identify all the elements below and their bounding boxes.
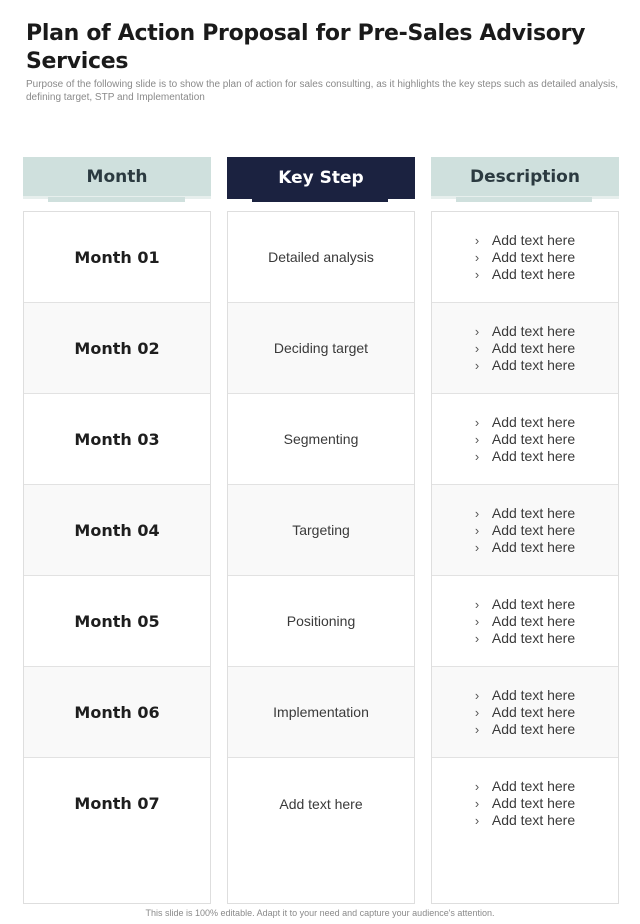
key-step-label: Positioning xyxy=(286,613,356,629)
key-step-cell xyxy=(228,667,414,758)
key-step-label: Targeting xyxy=(292,522,350,538)
key-step-cell xyxy=(228,485,414,576)
chevron-right-icon: › xyxy=(474,448,480,464)
month-cell xyxy=(24,303,210,394)
description-bullet-text: Add text here xyxy=(491,629,576,646)
month-label: Month 07 xyxy=(74,794,160,813)
description-bullet-text: Add text here xyxy=(491,795,576,811)
description-bullet-text: Add text here xyxy=(491,720,576,737)
description-column xyxy=(431,157,619,828)
description-cell xyxy=(432,485,618,576)
description-bullet-text: Add text here xyxy=(491,812,576,828)
description-bullet-text: Add text here xyxy=(491,703,576,720)
description-bullet-text: Add text here xyxy=(491,248,576,265)
chevron-right-icon: › xyxy=(474,613,480,629)
chevron-right-icon: › xyxy=(474,779,480,794)
description-cell xyxy=(432,303,618,394)
key-step-label: Add text here xyxy=(279,795,363,812)
month-column-body xyxy=(23,211,211,904)
description-bullet xyxy=(475,778,575,795)
chevron-right-icon: › xyxy=(474,431,480,447)
chevron-right-icon: › xyxy=(474,539,480,555)
description-bullet xyxy=(475,687,575,704)
description-bullet-text: Add text here xyxy=(491,447,576,464)
month-label: Month 02 xyxy=(74,338,160,358)
description-bullet xyxy=(475,232,575,249)
description-bullet xyxy=(475,448,575,465)
description-bullet-text: Add text here xyxy=(491,612,576,629)
description-bullet-text: Add text here xyxy=(491,322,576,339)
description-bullet xyxy=(475,630,575,647)
month-cell xyxy=(24,667,210,758)
month-label: Month 06 xyxy=(74,702,160,722)
page-subtitle: Purpose of the following slide is to show the plan of action for sales consulting, as it highlights the key steps such as detailed analysis, defining target, STP and Implementation xyxy=(26,79,619,103)
chevron-right-icon: › xyxy=(474,357,480,373)
chevron-right-icon: › xyxy=(474,340,480,356)
month-column xyxy=(23,157,211,813)
key-step-label: Detailed analysis xyxy=(268,249,374,265)
description-column-accent-bar xyxy=(456,197,592,202)
description-bullet xyxy=(475,266,575,283)
chevron-right-icon: › xyxy=(474,232,480,248)
description-bullet xyxy=(475,721,575,738)
description-bullet xyxy=(475,323,575,340)
chevron-right-icon: › xyxy=(474,414,480,430)
description-column-header: Description xyxy=(431,157,619,199)
description-bullet-list xyxy=(475,596,575,647)
description-bullet-list xyxy=(475,232,575,283)
description-bullet-list xyxy=(475,778,575,829)
description-bullet-text: Add text here xyxy=(491,686,576,703)
page-title: Plan of Action Proposal for Pre-Sales Advisory Services xyxy=(26,21,586,74)
description-cell xyxy=(432,576,618,667)
month-label: Month 03 xyxy=(74,429,160,449)
key-step-cell xyxy=(228,303,414,394)
description-cell xyxy=(432,394,618,485)
description-bullet-text: Add text here xyxy=(491,504,576,521)
month-cell xyxy=(24,394,210,485)
key-step-column xyxy=(227,157,415,812)
chevron-right-icon: › xyxy=(474,505,480,521)
description-bullet xyxy=(475,704,575,721)
description-bullet xyxy=(475,414,575,431)
key-step-cell xyxy=(228,758,414,849)
chevron-right-icon: › xyxy=(474,704,480,720)
description-bullet xyxy=(475,431,575,448)
description-bullet-text: Add text here xyxy=(491,521,576,538)
key-step-cell xyxy=(228,212,414,303)
description-bullet-text: Add text here xyxy=(491,356,576,373)
month-cell xyxy=(24,576,210,667)
description-bullet-text: Add text here xyxy=(491,413,576,430)
key-step-label: Implementation xyxy=(273,704,369,720)
description-bullet-list xyxy=(475,687,575,738)
month-label: Month 01 xyxy=(74,247,160,267)
chevron-right-icon: › xyxy=(474,266,480,282)
description-bullet-text: Add text here xyxy=(491,265,576,282)
description-bullet xyxy=(475,340,575,357)
description-bullet-text: Add text here xyxy=(491,231,576,248)
month-cell xyxy=(24,212,210,303)
description-bullet-list xyxy=(475,505,575,556)
description-cell xyxy=(432,212,618,303)
description-cell xyxy=(432,758,618,849)
month-label: Month 05 xyxy=(74,611,160,631)
month-cell xyxy=(24,758,210,849)
chevron-right-icon: › xyxy=(474,813,480,828)
description-bullet-list xyxy=(475,414,575,465)
month-column-accent-bar xyxy=(48,197,185,202)
description-bullet xyxy=(475,596,575,613)
description-bullet xyxy=(475,539,575,556)
description-cell xyxy=(432,667,618,758)
chevron-right-icon: › xyxy=(474,796,480,811)
chevron-right-icon: › xyxy=(474,630,480,646)
month-column-header: Month xyxy=(23,157,211,199)
chevron-right-icon: › xyxy=(474,522,480,538)
description-bullet xyxy=(475,249,575,266)
description-bullet-text: Add text here xyxy=(491,778,576,794)
description-bullet xyxy=(475,613,575,630)
description-bullet-text: Add text here xyxy=(491,595,576,612)
chevron-right-icon: › xyxy=(474,596,480,612)
month-label: Month 04 xyxy=(74,520,160,540)
description-bullet-text: Add text here xyxy=(491,339,576,356)
key-step-column-header: Key Step xyxy=(227,157,415,199)
key-step-label: Segmenting xyxy=(283,431,359,447)
key-step-column-accent-bar xyxy=(252,197,388,202)
month-cell xyxy=(24,485,210,576)
chevron-right-icon: › xyxy=(474,323,480,339)
description-bullet xyxy=(475,812,575,829)
description-column-body xyxy=(431,211,619,904)
footer-note: This slide is 100% editable. Adapt it to your need and capture your audience's attention. xyxy=(145,908,495,918)
chevron-right-icon: › xyxy=(474,687,480,703)
description-bullet-text: Add text here xyxy=(491,538,576,555)
chevron-right-icon: › xyxy=(474,249,480,265)
description-bullet-text: Add text here xyxy=(491,430,576,447)
key-step-cell xyxy=(228,576,414,667)
key-step-column-body xyxy=(227,211,415,904)
description-bullet xyxy=(475,795,575,812)
key-step-cell xyxy=(228,394,414,485)
chevron-right-icon: › xyxy=(474,721,480,737)
key-step-label: Deciding target xyxy=(273,340,369,356)
description-bullet xyxy=(475,357,575,374)
description-bullet-list xyxy=(475,323,575,374)
description-bullet xyxy=(475,505,575,522)
description-bullet xyxy=(475,522,575,539)
